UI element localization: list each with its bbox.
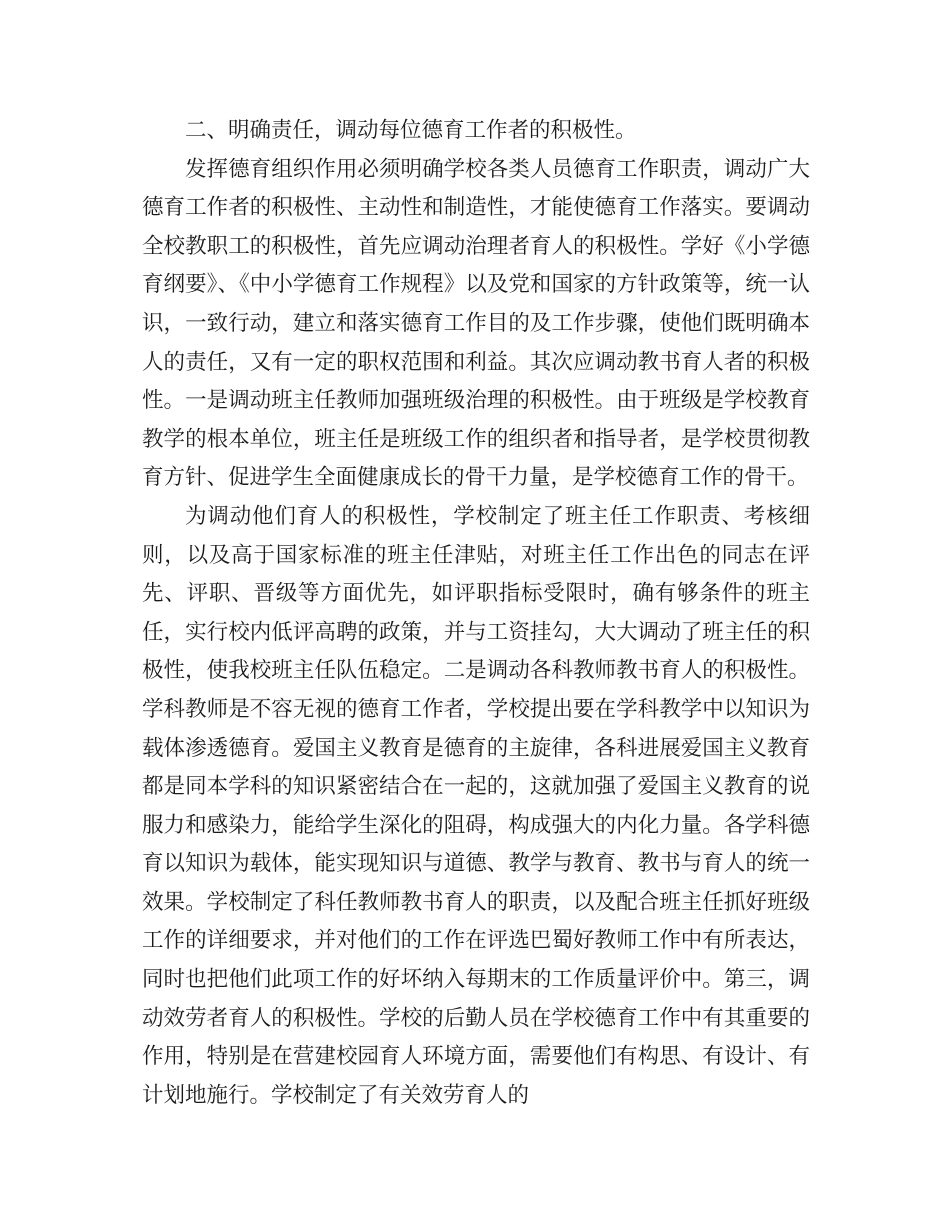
section-heading: 二、明确责任，调动每位德育工作者的积极性。 — [185, 118, 637, 143]
document-page — [142, 112, 810, 1115]
paragraph-motivation: 为调动他们育人的积极性，学校制定了班主任工作职责、考核细则，以及高于国家标准的班主任津贴，对班主任工作出色的同志在评先、评职、晋级等方面优先，如评职指标受限时，确有够条件的班主任，实行校内低评高聘的政策，并与工资挂勾，大大调动了班主任的积极性，使我校班主任队伍稳定。二是调动各科教师教书育人的积极性。学科教师是不容无视的德育工作者，学校提出要在学科教学中以知识为载体渗透德育。爱国主义教育是德育的主旋律，各科进展爱国主义教育都是同本学科的知识紧密结合在一起的，这就加强了爱国主义教育的说服力和感染力，能给学生深化的阻碍，构成强大的内化力量。各学科德育以知识为载体，能实现知识与道德、教学与教育、教书与育人的统一效果。学校制定了科任教师教书育人的职责，以及配合班主任抓好班级工作的详细要求，并对他们的工作在评选巴蜀好教师工作中有所表达，同时也把他们此项工作的好坏纳入每期末的工作质量评价中。第三，调动效劳者育人的积极性。学校的后勤人员在学校德育工作中有其重要的作用，特别是在营建校园育人环境方面，需要他们有构思、有设计、有计划地施行。学校制定了有关效劳育人的 — [142, 503, 810, 1108]
paragraph-responsibilities: 发挥德育组织作用必须明确学校各类人员德育工作职责，调动广大德育工作者的积极性、主动性和制造性，才能使德育工作落实。要调动全校教职工的积极性，首先应调动治理者育人的积极性。学好《小学德育纲要》、《中小学德育工作规程》以及党和国家的方针政策等，统一认识，一致行动，建立和落实德育工作目的及工作步骤，使他们既明确本人的责任，又有一定的职权范围和利益。其次应调动教书育人者的积极性。一是调动班主任教师加强班级治理的积极性。由于班级是学校教育教学的根本单位，班主任是班级工作的组织者和指导者，是学校贯彻教育方针、促进学生全面健康成长的骨干力量，是学校德育工作的骨干。 — [142, 156, 810, 491]
